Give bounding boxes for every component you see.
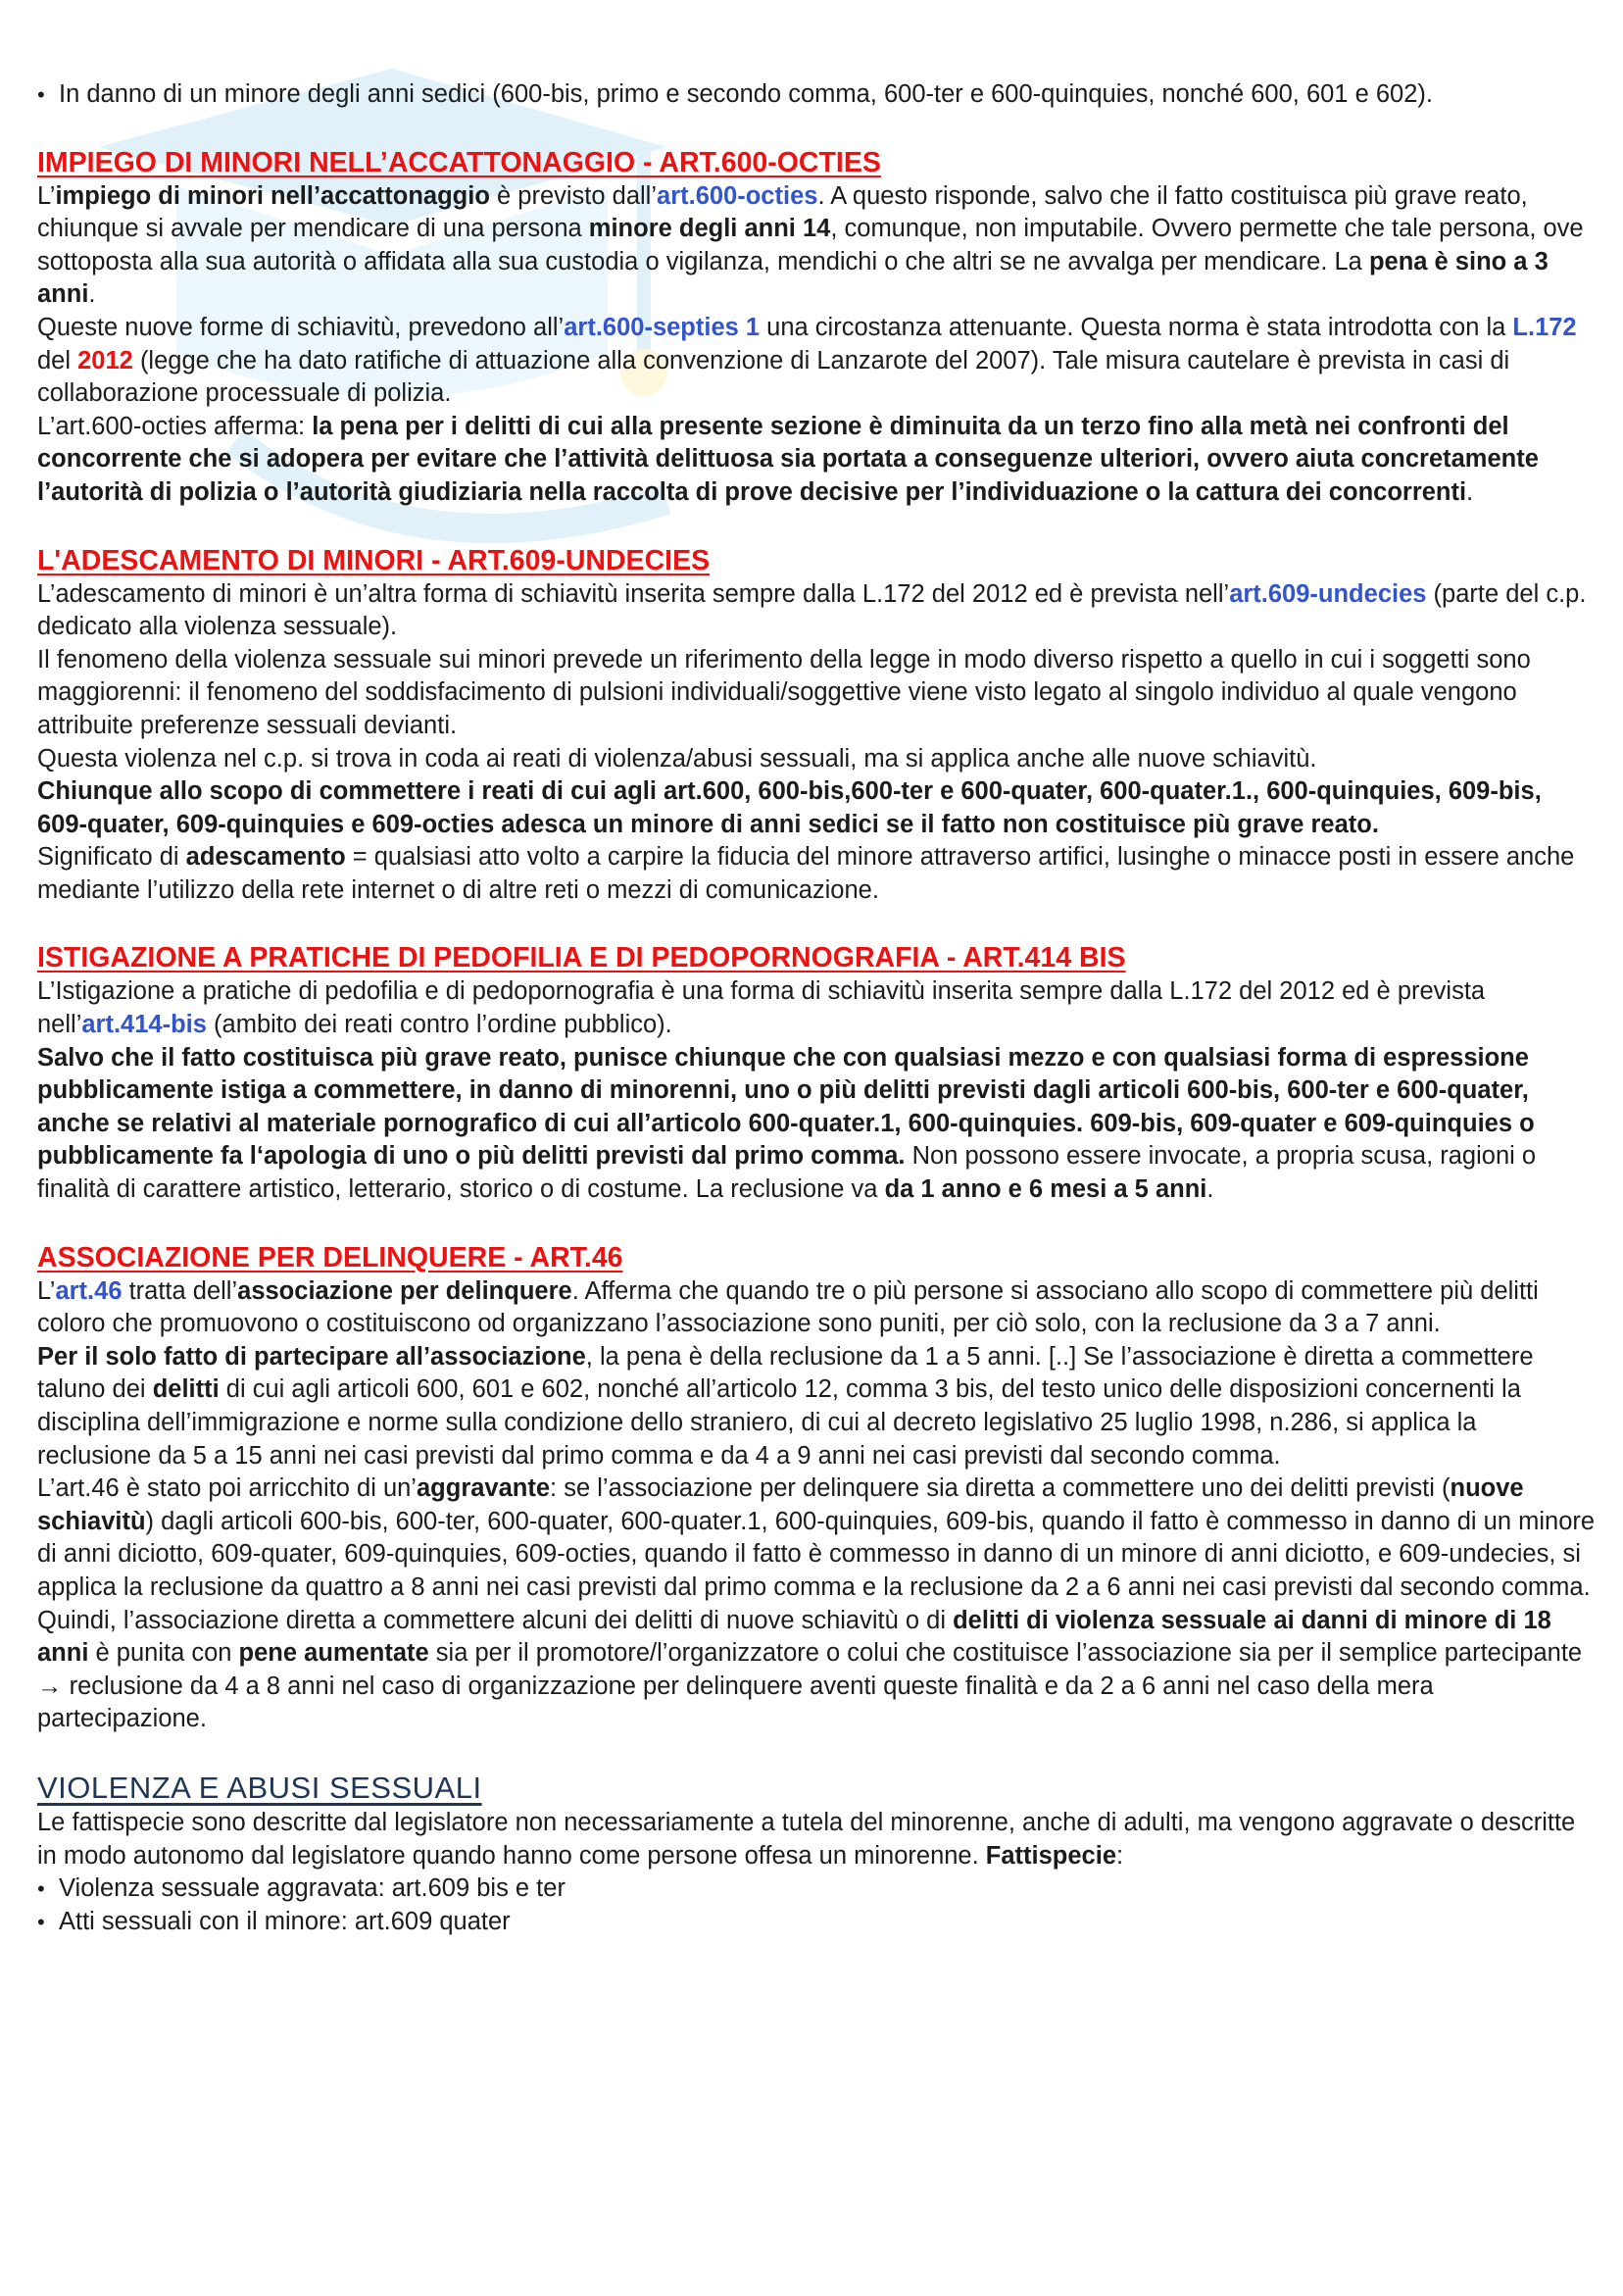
section-istigazione	[37, 940, 1596, 1206]
section-title-associazione: ASSOCIAZIONE PER DELINQUERE - ART.46	[37, 1241, 623, 1273]
paragraph: Chiunque allo scopo di commettere i reati di cui agli art.600, 600-bis,600-ter e 600-quater, 600-quater.1., 600-quinquies, 609-bis, 609-quater, 609-quinquies e 609-octies adesca un minore di anni sedici se il fatto non costituisce più grave reato.	[37, 777, 1542, 838]
paragraph: Le fattispecie sono descritte dal legislatore non necessariamente a tutela del minorenne, anche di adulti, ma vengono aggravate o descritte in modo autonomo dal legislatore quando hanno come persone offesa un minorenne. Fattispecie:	[37, 1808, 1576, 1870]
section-associazione	[37, 1240, 1596, 1736]
section-title-violenza: VIOLENZA E ABUSI SESSUALI	[37, 1770, 482, 1805]
paragraph: L’adescamento di minori è un’altra forma di schiavitù inserita sempre dalla L.172 del 2012 ed è prevista nell’art.609-undecies (parte del c.p. dedicato alla violenza sessuale).	[37, 579, 1587, 641]
paragraph: Quindi, l’associazione diretta a commettere alcuni dei delitti di nuove schiavitù o di delitti di violenza sessuale ai danni di minore di 18 anni è punita con pene aumentate sia per il promotore/l’organizzatore o colui che costituisce l’associazione sia per il semplice partecipante → reclusione da 4 a 8 anni nel caso di organizzazione per delinquere aventi queste finalità e da 2 a 6 anni nel caso della mera partecipazione.	[37, 1606, 1583, 1733]
list-item: • Violenza sessuale aggravata: art.609 bis e ter	[37, 1872, 1596, 1906]
paragraph: L’Istigazione a pratiche di pedofilia e di pedopornografia è una forma di schiavitù inserita sempre dalla L.172 del 2012 ed è prevista nell’art.414-bis (ambito dei reati contro l’ordine pubblico).	[37, 977, 1486, 1039]
paragraph: Questa violenza nel c.p. si trova in coda ai reati di violenza/abusi sessuali, ma si applica anche alle nuove schiavitù.	[37, 744, 1317, 773]
paragraph: Significato di adescamento = qualsiasi atto volto a carpire la fiducia del minore attraverso artifici, lusinghe o minacce posti in essere anche mediante l’utilizzo della rete internet o di altre reti o mezzi di comunicazione.	[37, 843, 1575, 904]
paragraph: L’art.46 tratta dell’associazione per delinquere. Afferma che quando tre o più persone si associano allo scopo di commettere più delitti coloro che promuovono o costituiscono od organizzano l’associazione sono puniti, per ciò solo, con la reclusione da 3 a 7 anni.	[37, 1276, 1539, 1338]
paragraph: Per il solo fatto di partecipare all’associazione, la pena è della reclusione da 1 a 5 anni. [..] Se l’associazione è diretta a commettere taluno dei delitti di cui agli articoli 600, 601 e 602, nonché all’articolo 12, comma 3 bis, del testo unico delle disposizioni concernenti la disciplina dell’immigrazione e norme sulla condizione dello straniero, di cui al decreto legislativo 25 luglio 1998, n.286, si applica la reclusione da 5 a 15 anni nei casi previsti dal primo comma e da 4 a 9 anni nei casi previsti dal secondo comma.	[37, 1342, 1534, 1470]
list-item: • Atti sessuali con il minore: art.609 quater	[37, 1906, 1596, 1939]
paragraph: Salvo che il fatto costituisca più grave reato, punisce chiunque che con qualsiasi mezzo e con qualsiasi forma di espressione pubblicamente istiga a commettere, in danno di minorenni, uno o più delitti previsti dagli articoli 600-bis, 600-ter e 600-quater, anche se relativi al materiale pornografico di cui all’articolo 600-quater.1, 600-quinquies. 609-bis, 609-quater e 609-quinquies o pubblicamente fa l‘apologia di uno o più delitti previsti dal primo comma. Non possono essere invocate, a propria scusa, ragioni o finalità di carattere artistico, letterario, storico o di costume. La reclusione va da 1 anno e 6 mesi a 5 anni.	[37, 1043, 1537, 1204]
paragraph: L’impiego di minori nell’accattonaggio è previsto dall’art.600-octies. A questo risponde, salvo che il fatto costituisca più grave reato, chiunque si avvale per mendicare di una persona minore degli anni 14, comunque, non imputabile. Ovvero permette che tale persona, ove sottoposta alla sua autorità o affidata alla sua custodia o vigilanza, mendichi o che altri se ne avvalga per mendicare. La pena è sino a 3 anni.	[37, 181, 1584, 309]
section-accattonaggio	[37, 145, 1596, 510]
section-title-accattonaggio: IMPIEGO DI MINORI NELL’ACCATTONAGGIO - ART.600-OCTIES	[37, 146, 881, 178]
paragraph: Il fenomeno della violenza sessuale sui minori prevede un riferimento della legge in modo diverso rispetto a quello in cui i soggetti sono maggiorenni: il fenomeno del soddisfacimento di pulsioni individuali/soggettive viene visto legato al singolo individuo al quale vengono attribuite preferenze sessuali devianti.	[37, 645, 1531, 739]
paragraph: L’art.600-octies afferma: la pena per i delitti di cui alla presente sezione è diminuita da un terzo fino alla metà nei confronti del concorrente che si adopera per evitare che l’attività delittuosa sia portata a conseguenze ulteriori, ovvero aiuta concretamente l’autorità di polizia o l’autorità giudiziaria nella raccolta di prove decisive per l’individuazione o la cattura dei concorrenti.	[37, 412, 1539, 506]
paragraph: Queste nuove forme di schiavitù, prevedono all’art.600-septies 1 una circostanza attenuante. Questa norma è stata introdotta con la L.172 del 2012 (legge che ha dato ratifiche di attuazione alla convenzione di Lanzarote del 2007). Tale misura cautelare è prevista in casi di collaborazione processuale di polizia.	[37, 313, 1577, 408]
section-violenza	[37, 1770, 1596, 1938]
section-title-istigazione: ISTIGAZIONE A PRATICHE DI PEDOFILIA E DI PEDOPORNOGRAFIA - ART.414 BIS	[37, 942, 1126, 974]
section-adescamento	[37, 543, 1596, 908]
intro-bullet: • In danno di un minore degli anni sedici (600-bis, primo e secondo comma, 600-ter e 600-quinquies, nonché 600, 601 e 602).	[37, 78, 1596, 112]
section-title-adescamento: L'ADESCAMENTO DI MINORI - ART.609-UNDECIES	[37, 544, 711, 576]
document-page	[37, 78, 1596, 1938]
paragraph: L’art.46 è stato poi arricchito di un’aggravante: se l’associazione per delinquere sia diretta a commettere uno dei delitti previsti (nuove schiavitù) dagli articoli 600-bis, 600-ter, 600-quater, 600-quater.1, 600-quinquies, 609-bis, quando il fatto è commesso in danno di un minore di anni diciotto, 609-quater, 609-quinquies, 609-octies, quando il fatto è commesso in danno di un minore di anni diciotto, e 609-undecies, si applica la reclusione da quattro a 8 anni nei casi previsti dal primo comma e la reclusione da 2 a 6 anni nei casi previsti dal secondo comma.	[37, 1474, 1596, 1601]
